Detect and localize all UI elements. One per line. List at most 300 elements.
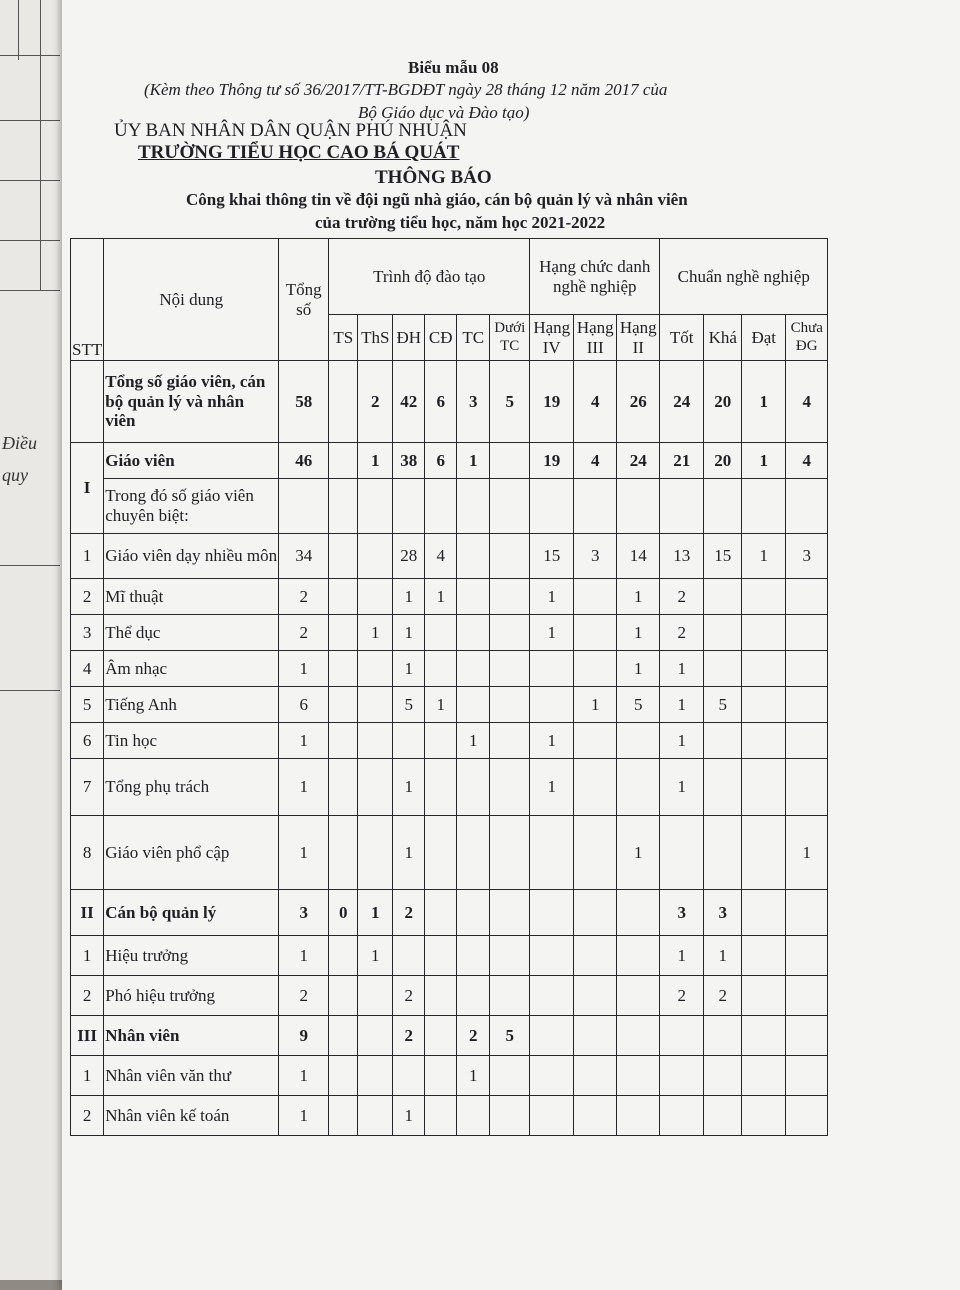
table-row [71, 687, 828, 723]
committee-name: ỦY BAN NHÂN DÂN QUẬN PHÚ NHUẬN [114, 120, 467, 141]
data-cell [490, 534, 530, 579]
data-cell [329, 534, 358, 579]
data-cell [457, 1096, 490, 1136]
data-cell [490, 615, 530, 651]
data-cell: 4 [786, 361, 828, 443]
data-cell [358, 534, 393, 579]
data-cell: 28 [393, 534, 425, 579]
underlying-rule [0, 690, 60, 691]
row-total: 34 [279, 534, 329, 579]
data-cell: 4 [425, 534, 457, 579]
header-content: Nội dung [104, 239, 279, 361]
data-cell: 1 [393, 615, 425, 651]
data-cell [329, 816, 358, 890]
data-cell [742, 816, 786, 890]
table-row [71, 479, 828, 534]
data-cell [574, 936, 617, 976]
underlying-rule [40, 0, 41, 290]
data-cell [617, 1056, 660, 1096]
subheader-cell: TS [329, 315, 358, 361]
header-training: Trình độ đào tạo [329, 239, 530, 315]
row-stt: I [71, 443, 104, 534]
underlying-rule [0, 290, 60, 291]
data-cell [490, 816, 530, 890]
data-cell [329, 723, 358, 759]
data-cell [574, 615, 617, 651]
row-total: 1 [279, 1056, 329, 1096]
data-cell: 5 [617, 687, 660, 723]
data-cell [393, 479, 425, 534]
data-cell [742, 479, 786, 534]
data-cell: 1 [358, 936, 393, 976]
data-cell [457, 479, 490, 534]
row-total: 9 [279, 1016, 329, 1056]
data-cell: 1 [574, 687, 617, 723]
data-cell [457, 936, 490, 976]
data-cell [574, 890, 617, 936]
data-cell: 1 [742, 534, 786, 579]
data-cell [742, 890, 786, 936]
underlying-rule [18, 0, 19, 60]
row-label: Hiệu trưởng [104, 936, 279, 976]
data-cell [490, 651, 530, 687]
data-cell: 15 [704, 534, 742, 579]
data-cell: 3 [786, 534, 828, 579]
data-cell [786, 479, 828, 534]
data-cell: 2 [660, 976, 704, 1016]
data-cell: 20 [704, 361, 742, 443]
data-cell [329, 361, 358, 443]
data-cell [574, 1016, 617, 1056]
data-cell [574, 1056, 617, 1096]
subheader-cell: Hạng IV [530, 315, 574, 361]
data-cell [742, 723, 786, 759]
data-cell [393, 723, 425, 759]
data-cell [425, 1016, 457, 1056]
row-label: Thể dục [104, 615, 279, 651]
row-stt: 6 [71, 723, 104, 759]
row-stt [71, 361, 104, 443]
data-cell [786, 651, 828, 687]
data-cell [786, 1096, 828, 1136]
subheader-cell: Chưa ĐG [786, 315, 828, 361]
row-stt: 2 [71, 1096, 104, 1136]
data-cell [742, 615, 786, 651]
data-cell [742, 651, 786, 687]
row-stt: 7 [71, 759, 104, 816]
row-stt: II [71, 890, 104, 936]
row-stt: 1 [71, 936, 104, 976]
data-cell [704, 816, 742, 890]
header-rank: Hạng chức danh nghề nghiệp [530, 239, 660, 315]
data-cell: 2 [660, 579, 704, 615]
data-cell [393, 1056, 425, 1096]
data-cell: 24 [617, 443, 660, 479]
row-stt: 2 [71, 976, 104, 1016]
table-row [71, 579, 828, 615]
data-cell: 1 [742, 443, 786, 479]
circular-reference: (Kèm theo Thông tư số 36/2017/TT-BGDĐT ngày 28 tháng 12 năm 2017 của [144, 80, 668, 99]
data-cell: 5 [704, 687, 742, 723]
data-cell [574, 816, 617, 890]
data-cell [457, 816, 490, 890]
data-cell [425, 615, 457, 651]
data-cell [530, 1056, 574, 1096]
data-cell: 1 [393, 816, 425, 890]
data-cell [329, 1016, 358, 1056]
row-label: Giáo viên [104, 443, 279, 479]
row-total: 46 [279, 443, 329, 479]
data-cell [742, 936, 786, 976]
notice-subtitle: Công khai thông tin về đội ngũ nhà giáo, cán bộ quản lý và nhân viên [186, 190, 688, 209]
row-stt: 5 [71, 687, 104, 723]
row-label: Tổng phụ trách [104, 759, 279, 816]
row-total: 58 [279, 361, 329, 443]
row-total: 1 [279, 651, 329, 687]
row-label: Nhân viên văn thư [104, 1056, 279, 1096]
underlying-text: quy [2, 465, 28, 485]
data-cell [425, 723, 457, 759]
header-standard: Chuẩn nghề nghiệp [660, 239, 828, 315]
data-cell: 1 [530, 723, 574, 759]
data-cell [490, 723, 530, 759]
data-cell [425, 651, 457, 687]
data-cell: 1 [393, 1096, 425, 1136]
data-cell: 1 [660, 759, 704, 816]
data-cell [425, 759, 457, 816]
data-cell [786, 1056, 828, 1096]
row-stt: 1 [71, 1056, 104, 1096]
data-cell: 1 [617, 816, 660, 890]
data-cell [358, 1056, 393, 1096]
data-cell: 2 [393, 976, 425, 1016]
data-cell: 1 [358, 443, 393, 479]
data-cell [329, 651, 358, 687]
data-cell [530, 1016, 574, 1056]
table-row [71, 976, 828, 1016]
data-cell [457, 687, 490, 723]
row-stt: III [71, 1016, 104, 1056]
data-cell: 4 [574, 443, 617, 479]
subheader-cell: Dưới TC [490, 315, 530, 361]
data-cell: 3 [574, 534, 617, 579]
data-cell: 1 [786, 816, 828, 890]
data-cell [490, 936, 530, 976]
row-total: 2 [279, 615, 329, 651]
header-total: Tổng số [279, 239, 329, 361]
data-cell: 2 [393, 1016, 425, 1056]
data-cell [530, 816, 574, 890]
data-cell [490, 443, 530, 479]
data-cell: 1 [617, 579, 660, 615]
underlying-rule [0, 565, 60, 566]
staff-table [70, 238, 828, 1136]
data-cell [358, 1096, 393, 1136]
row-label: Trong đó số giáo viên chuyên biệt: [104, 479, 279, 534]
data-cell: 3 [660, 890, 704, 936]
data-cell [425, 936, 457, 976]
data-cell: 1 [530, 615, 574, 651]
data-cell [574, 759, 617, 816]
data-cell: 21 [660, 443, 704, 479]
data-cell [574, 579, 617, 615]
data-cell [617, 479, 660, 534]
data-cell [329, 615, 358, 651]
data-cell: 6 [425, 443, 457, 479]
data-cell: 1 [660, 723, 704, 759]
data-cell [329, 1056, 358, 1096]
table-row [71, 615, 828, 651]
table-row [71, 1016, 828, 1056]
data-cell [329, 759, 358, 816]
data-cell [742, 759, 786, 816]
data-cell [358, 816, 393, 890]
data-cell: 1 [742, 361, 786, 443]
circular-reference-issuer: Bộ Giáo dục và Đào tạo) [358, 103, 530, 122]
data-cell [425, 976, 457, 1016]
data-cell: 1 [530, 759, 574, 816]
data-cell: 1 [425, 687, 457, 723]
data-cell [457, 976, 490, 1016]
data-cell [786, 723, 828, 759]
data-cell: 3 [457, 361, 490, 443]
row-total [279, 479, 329, 534]
data-cell: 1 [457, 1056, 490, 1096]
row-label: Giáo viên dạy nhiều môn [104, 534, 279, 579]
row-label: Tiếng Anh [104, 687, 279, 723]
row-total: 2 [279, 976, 329, 1016]
data-cell [457, 579, 490, 615]
data-cell [490, 976, 530, 1016]
data-cell [786, 687, 828, 723]
data-cell [574, 651, 617, 687]
data-cell [457, 759, 490, 816]
table-row [71, 936, 828, 976]
data-cell [786, 579, 828, 615]
row-total: 3 [279, 890, 329, 936]
notice-subtitle-year: của trường tiểu học, năm học 2021-2022 [315, 213, 606, 232]
data-cell [704, 1016, 742, 1056]
data-cell: 26 [617, 361, 660, 443]
data-cell [786, 1016, 828, 1056]
data-cell [530, 936, 574, 976]
row-label: Cán bộ quản lý [104, 890, 279, 936]
data-cell: 2 [704, 976, 742, 1016]
row-label: Tổng số giáo viên, cán bộ quản lý và nhân viên [104, 361, 279, 443]
data-cell: 20 [704, 443, 742, 479]
data-cell [574, 1096, 617, 1136]
row-total: 1 [279, 816, 329, 890]
data-cell: 4 [786, 443, 828, 479]
row-stt: 8 [71, 816, 104, 890]
row-label: Giáo viên phổ cập [104, 816, 279, 890]
data-cell [704, 723, 742, 759]
subheader-cell: Khá [704, 315, 742, 361]
data-cell: 2 [358, 361, 393, 443]
data-cell: 14 [617, 534, 660, 579]
data-cell: 19 [530, 443, 574, 479]
table-row [71, 759, 828, 816]
data-cell [660, 1056, 704, 1096]
subheader-cell: Hạng II [617, 315, 660, 361]
data-cell [457, 534, 490, 579]
data-cell [490, 1096, 530, 1136]
data-cell [490, 1056, 530, 1096]
table-row [71, 816, 828, 890]
data-cell [530, 1096, 574, 1136]
row-label: Tin học [104, 723, 279, 759]
data-cell: 1 [660, 651, 704, 687]
document-page [62, 0, 960, 1290]
data-cell [358, 651, 393, 687]
table-row [71, 723, 828, 759]
data-cell: 6 [425, 361, 457, 443]
subheader-cell: Tốt [660, 315, 704, 361]
data-cell [574, 976, 617, 1016]
data-cell [660, 479, 704, 534]
data-cell [425, 1056, 457, 1096]
data-cell [358, 1016, 393, 1056]
underlying-rule [0, 240, 60, 241]
data-cell [574, 723, 617, 759]
data-cell [490, 687, 530, 723]
data-cell [786, 976, 828, 1016]
data-cell: 4 [574, 361, 617, 443]
data-cell [490, 479, 530, 534]
subheader-cell: ĐH [393, 315, 425, 361]
data-cell [329, 579, 358, 615]
data-cell: 5 [490, 1016, 530, 1056]
underlying-rule [0, 120, 60, 121]
data-cell [425, 1096, 457, 1136]
data-cell: 1 [425, 579, 457, 615]
data-cell: 5 [393, 687, 425, 723]
underlying-rule [0, 55, 60, 56]
data-cell [490, 759, 530, 816]
data-cell: 1 [704, 936, 742, 976]
data-cell [358, 687, 393, 723]
data-cell [457, 615, 490, 651]
data-cell [490, 890, 530, 936]
notice-title: THÔNG BÁO [375, 167, 492, 188]
data-cell [457, 651, 490, 687]
data-cell [329, 687, 358, 723]
data-cell [329, 976, 358, 1016]
data-cell [742, 687, 786, 723]
data-cell [617, 976, 660, 1016]
data-cell: 2 [457, 1016, 490, 1056]
row-stt: 1 [71, 534, 104, 579]
data-cell [617, 723, 660, 759]
data-cell: 2 [660, 615, 704, 651]
table-row [71, 443, 828, 479]
data-cell [490, 579, 530, 615]
data-cell [704, 1096, 742, 1136]
data-cell: 1 [393, 759, 425, 816]
table-row [71, 1056, 828, 1096]
row-label: Nhân viên [104, 1016, 279, 1056]
table-row [71, 651, 828, 687]
data-cell: 1 [660, 936, 704, 976]
data-cell [457, 890, 490, 936]
data-cell: 13 [660, 534, 704, 579]
data-cell: 1 [457, 723, 490, 759]
data-cell: 2 [393, 890, 425, 936]
data-cell [660, 816, 704, 890]
data-cell [329, 936, 358, 976]
data-cell [742, 1096, 786, 1136]
subheader-cell: Hạng III [574, 315, 617, 361]
row-total: 2 [279, 579, 329, 615]
subheader-cell: Đạt [742, 315, 786, 361]
data-cell [358, 759, 393, 816]
row-label: Mĩ thuật [104, 579, 279, 615]
data-cell [617, 890, 660, 936]
underlying-text: Điều [2, 433, 37, 453]
data-cell [704, 759, 742, 816]
data-cell: 19 [530, 361, 574, 443]
data-cell: 24 [660, 361, 704, 443]
data-cell: 42 [393, 361, 425, 443]
data-cell [704, 579, 742, 615]
row-total: 1 [279, 936, 329, 976]
data-cell [617, 1096, 660, 1136]
row-label: Nhân viên kế toán [104, 1096, 279, 1136]
row-label: Phó hiệu trưởng [104, 976, 279, 1016]
row-stt: 2 [71, 579, 104, 615]
subheader-cell: CĐ [425, 315, 457, 361]
data-cell: 1 [358, 890, 393, 936]
school-name: TRƯỜNG TIỂU HỌC CAO BÁ QUÁT [138, 142, 460, 163]
table-row [71, 890, 828, 936]
data-cell [329, 479, 358, 534]
row-total: 1 [279, 759, 329, 816]
data-cell [530, 479, 574, 534]
table-row [71, 534, 828, 579]
data-cell: 1 [393, 579, 425, 615]
underlying-rule [0, 180, 60, 181]
data-cell [425, 890, 457, 936]
row-stt: 3 [71, 615, 104, 651]
data-cell [617, 759, 660, 816]
data-cell [786, 759, 828, 816]
row-total: 1 [279, 1096, 329, 1136]
data-cell [329, 1096, 358, 1136]
data-cell [425, 479, 457, 534]
data-cell: 5 [490, 361, 530, 443]
row-stt: 4 [71, 651, 104, 687]
data-cell [574, 479, 617, 534]
data-cell [660, 1096, 704, 1136]
data-cell [329, 443, 358, 479]
data-cell [704, 479, 742, 534]
data-cell [742, 579, 786, 615]
data-cell [358, 976, 393, 1016]
data-cell [425, 816, 457, 890]
form-number: Biểu mẫu 08 [408, 58, 499, 77]
data-cell [704, 651, 742, 687]
data-cell [786, 615, 828, 651]
data-cell [358, 479, 393, 534]
row-total: 1 [279, 723, 329, 759]
data-cell: 0 [329, 890, 358, 936]
data-cell: 3 [704, 890, 742, 936]
data-cell: 1 [660, 687, 704, 723]
data-cell [660, 1016, 704, 1056]
data-cell [530, 651, 574, 687]
data-cell: 1 [617, 651, 660, 687]
data-cell [742, 1056, 786, 1096]
